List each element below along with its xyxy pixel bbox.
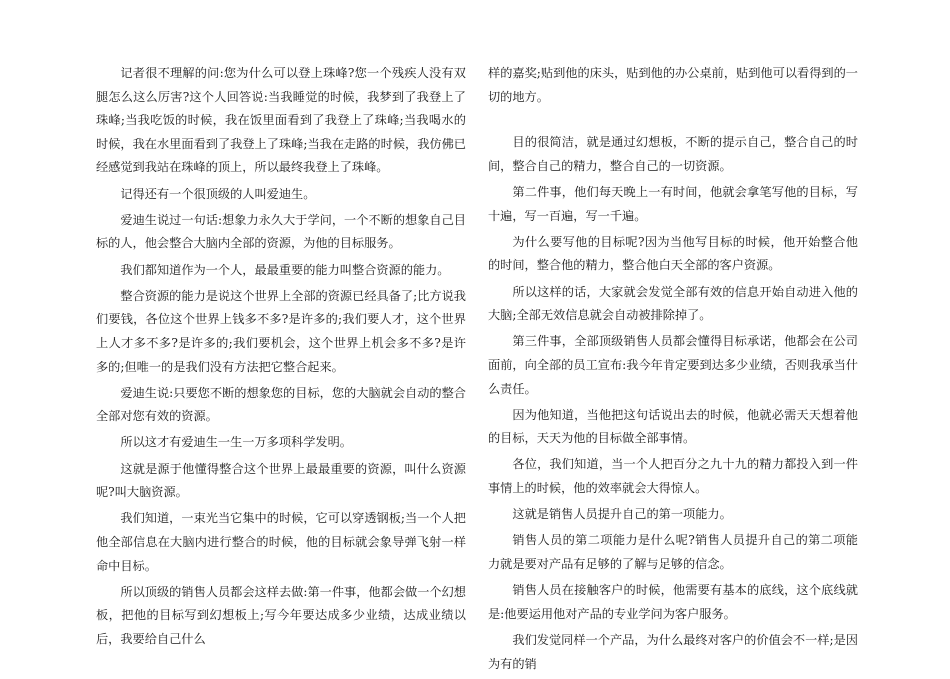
paragraph: 我们知道，一束光当它集中的时候，它可以穿透钢板;当一个人把他全部信息在大脑内进行整合的时候，他的目标就会象导弹飞射一样命中目标。 bbox=[96, 511, 466, 573]
paragraph: 销售人员在接触客户的时候，他需要有基本的底线，这个底线就是:他要运用他对产品的专业学问为客户服务。 bbox=[488, 583, 858, 621]
paragraph: 所以这样的话，大家就会发觉全部有效的信息开始自动进入他的大脑;全部无效信息就会自动被排除掉了。 bbox=[488, 284, 858, 323]
paragraph: 这就是源于他懂得整合这个世界上最最重要的资源，叫什么资源呢?叫大脑资源。 bbox=[96, 461, 466, 500]
paragraph: 所以顶级的销售人员都会这样去做:第一件事，他都会做一个幻想板，把他的目标写到幻想板上;写今年要达成多少业绩，达成业绩以后，我要给自己什么 bbox=[96, 584, 466, 646]
paragraph: 整合资源的能力是说这个世界上全部的资源已经具备了;比方说我们要钱，各位这个世界上钱多不多?是许多的;我们要人才，这个世界上人才多不多?是许多的;我们要机会，这个世界上机会多不多?是许多的;但唯一的是我们没有方法把它整合起来。 bbox=[96, 288, 466, 374]
paragraph: 我们都知道作为一个人，最最重要的能力叫整合资源的能力。 bbox=[120, 262, 450, 277]
continued-paragraph: 样的嘉奖;贴到他的床头，贴到他的办公桌前，贴到他可以看得到的一切的地方。 bbox=[488, 66, 858, 104]
paragraph: 爱迪生说过一句话:想象力永久大于学问，一个不断的想象自己目标的人，他会整合大脑内全部的资源，为他的目标服务。 bbox=[96, 212, 466, 251]
paragraph: 目的很简洁，就是通过幻想板，不断的提示自己，整合自己的时间，整合自己的精力，整合自己的一切资源。 bbox=[488, 135, 858, 173]
paragraph: 为什么要写他的目标呢?因为当他写目标的时候，他开始整合他的时间，整合他的精力，整合他白天全部的客户资源。 bbox=[488, 234, 858, 273]
paragraph: 记得还有一个很顶级的人叫爱迪生。 bbox=[120, 186, 316, 201]
paragraph: 各位，我们知道，当一个人把百分之九十九的精力都投入到一件事情上的时候，他的效率就会大得惊人。 bbox=[488, 457, 858, 496]
paragraph: 爱迪生说:只要您不断的想象您的目标，您的大脑就会自动的整合全部对您有效的资源。 bbox=[96, 385, 466, 424]
right-text-column bbox=[488, 62, 858, 679]
paragraph: 所以这才有爱迪生一生一万多项科学发明。 bbox=[120, 435, 352, 450]
paragraph: 因为他知道，当他把这句话说出去的时候，他就必需天天想着他的目标，天天为他的目标做全部事情。 bbox=[488, 407, 858, 446]
paragraph: 第二件事，他们每天晚上一有时间，他就会拿笔写他的目标，写十遍，写一百遍，写一千遍。 bbox=[488, 184, 858, 223]
paragraph: 这就是销售人员提升自己的第一项能力。 bbox=[512, 507, 732, 522]
paragraph: 第三件事，全部顶级销售人员都会懂得目标承诺，他都会在公司面前，向全部的员工宣布:我今年肯定要到达多少业绩，否则我承当什么责任。 bbox=[488, 334, 858, 396]
paragraph: 销售人员的第二项能力是什么呢?销售人员提升自己的第二项能力就是要对产品有足够的了解与足够的信念。 bbox=[488, 533, 858, 572]
paragraph: 记者很不理解的问:您为什么可以登上珠峰?您一个残疾人没有双腿怎么这么厉害?这个人回答说:当我睡觉的时候，我梦到了我登上了珠峰;当我吃饭的时候，我在饭里面看到了我登上了珠峰;当我喝水的时候，我在水里面看到了我登上了珠峰;当我在走路的时候，我仿佛已经感觉到我站在珠峰的顶上，所以最终我登上了珠峰。 bbox=[96, 66, 466, 175]
paragraph: 我们发觉同样一个产品，为什么最终对客户的价值会不一样;是因为有的销 bbox=[488, 633, 858, 671]
left-text-column bbox=[96, 62, 466, 654]
